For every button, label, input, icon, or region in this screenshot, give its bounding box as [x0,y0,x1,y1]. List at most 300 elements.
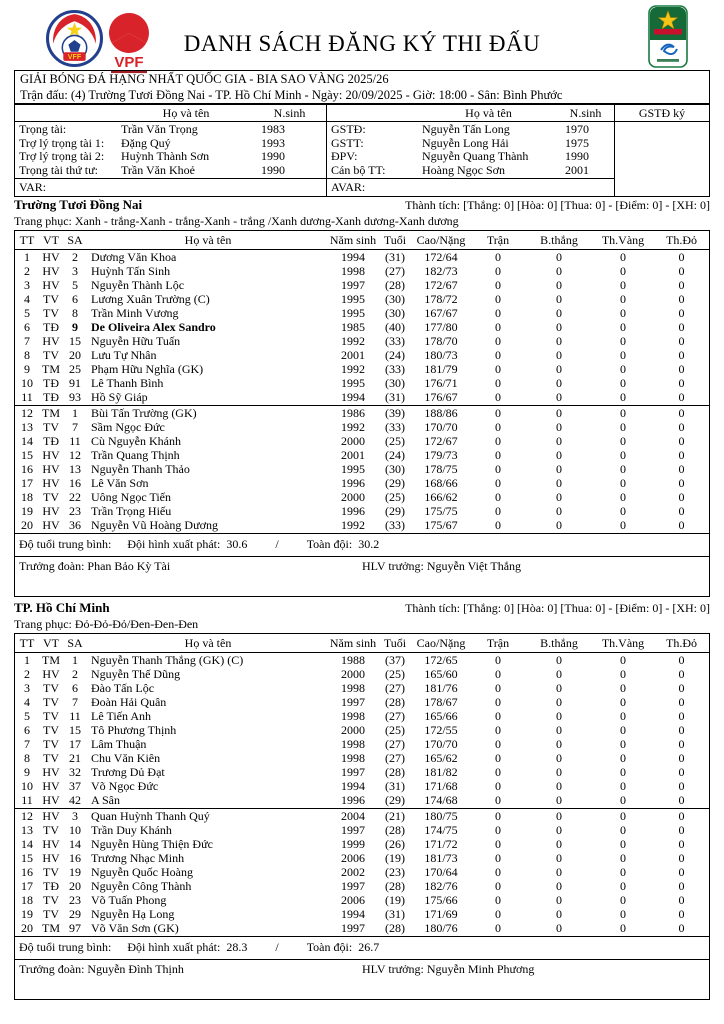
player-age: (27) [385,737,405,752]
player-row [15,278,709,292]
player-yellow-cards: 0 [620,893,626,908]
avg-total-value: 26.7 [358,940,380,955]
player-index: 3 [24,277,30,292]
player-index: 16 [21,461,33,476]
player-index: 18 [21,490,33,505]
player-position: TV [43,864,59,879]
player-birth-year: 1986 [341,405,365,420]
player-name: Nguyễn Hạ Long [91,907,175,922]
player-age: (27) [385,708,405,723]
player-matches: 0 [495,666,501,681]
officials-left-years [253,122,327,178]
official-birth-year: 1970 [565,122,589,136]
player-goals: 0 [556,348,562,363]
player-name: Lưu Tự Nhân [91,348,157,363]
player-goals: 0 [556,864,562,879]
player-name: Nguyễn Vũ Hoàng Dương [91,518,218,533]
player-red-cards: 0 [678,305,685,320]
player-height-weight: 170/70 [424,419,458,434]
player-name: De Oliveira Alex Sandro [91,320,216,335]
player-number: 21 [69,751,81,766]
player-name: Phạm Hữu Nghĩa (GK) [91,362,204,377]
team-record: Thành tích: [Thắng: 0] [Hòa: 0] [Thua: 0] - [Điểm: 0] - [XH: 0] [405,601,710,615]
player-birth-year: 1985 [341,320,365,335]
player-matches: 0 [495,723,501,738]
player-position: TM [42,652,60,667]
player-row [15,292,709,306]
player-yellow-cards: 0 [620,680,626,695]
player-height-weight: 175/75 [424,504,458,519]
official-birth-year: 1975 [565,135,589,150]
player-row [15,922,709,936]
player-number: 5 [72,277,78,292]
player-matches: 0 [495,907,501,922]
player-birth-year: 1995 [341,376,365,391]
player-name: Uông Ngọc Tiến [91,490,172,505]
player-goals: 0 [556,893,562,908]
avar-label: AVAR: [327,178,615,196]
player-number: 23 [69,893,81,908]
official-name: Đặng Quý [121,135,171,150]
player-index: 8 [24,751,30,766]
player-age: (30) [385,461,405,476]
player-red-cards: 0 [678,822,685,837]
player-matches: 0 [495,419,501,434]
player-age: (31) [385,907,405,922]
player-index: 12 [21,405,33,420]
officials-header-blank [15,105,119,122]
player-name: Trương Nhạc Minh [91,850,185,865]
player-age: (24) [385,447,405,462]
player-number: 7 [72,694,78,709]
player-birth-year: 1999 [341,836,365,851]
player-yellow-cards: 0 [620,822,626,837]
player-index: 6 [24,320,30,335]
player-age: (28) [385,921,405,936]
player-height-weight: 179/73 [424,447,458,462]
column-header-player-age: Tuổi [383,232,407,247]
player-row [15,363,709,377]
avg-start-value: 30.6 [226,537,248,552]
player-name: A Sân [91,793,121,808]
player-birth-year: 2000 [341,723,365,738]
player-red-cards: 0 [678,263,685,278]
player-row [15,752,709,766]
player-age: (25) [385,433,405,448]
official-name: Nguyễn Tấn Long [422,122,510,136]
player-position: HV [42,277,60,292]
player-position: TM [42,921,60,936]
player-index: 7 [24,737,30,752]
player-name: Nguyễn Thế Dũng [91,666,181,681]
player-position: TV [43,907,59,922]
player-name: Huỳnh Tấn Sinh [91,263,171,278]
player-birth-year: 2006 [341,893,365,908]
player-number: 7 [72,419,78,434]
player-birth-year: 1998 [341,708,365,723]
player-age: (28) [385,879,405,894]
player-age: (30) [385,305,405,320]
player-index: 7 [24,334,30,349]
player-yellow-cards: 0 [620,291,626,306]
player-yellow-cards: 0 [620,390,626,405]
player-red-cards: 0 [678,864,685,879]
player-height-weight: 170/70 [424,737,458,752]
player-row [15,448,709,462]
player-goals: 0 [556,405,562,420]
player-position: TV [43,893,59,908]
manager-name: Nguyễn Đình Thịnh [87,961,184,976]
player-matches: 0 [495,504,501,519]
player-yellow-cards: 0 [620,864,626,879]
officials-header-birth: N.sinh [253,105,327,122]
officials-table [14,104,710,197]
officials-right-roles [327,122,420,178]
officials-sign-cell [615,122,709,196]
player-yellow-cards: 0 [620,263,626,278]
player-name: Trần Quang Thịnh [91,447,180,462]
player-red-cards: 0 [678,666,685,681]
player-yellow-cards: 0 [620,320,626,335]
player-birth-year: 1995 [341,291,365,306]
player-yellow-cards: 0 [620,708,626,723]
player-birth-year: 2001 [341,447,365,462]
player-red-cards: 0 [678,447,685,462]
player-red-cards: 0 [678,708,685,723]
column-header-player-age: Tuổi [383,635,407,650]
player-row [15,264,709,278]
player-birth-year: 1997 [341,277,365,292]
player-index: 14 [21,836,33,851]
player-name: Trần Minh Vương [91,305,179,320]
player-position: TV [43,708,59,723]
player-height-weight: 165/60 [424,666,458,681]
player-yellow-cards: 0 [620,694,626,709]
manager-label: Trưởng đoàn: [19,961,85,976]
player-position: TĐ [43,376,59,391]
player-height-weight: 172/65 [424,652,458,667]
player-name: Quan Huỳnh Thanh Quý [91,808,210,823]
team-kit: Trang phục: Đỏ-Đỏ-Đỏ/Đen-Đen-Đen [14,617,199,631]
player-height-weight: 165/66 [424,708,458,723]
player-age: (21) [385,808,405,823]
official-birth-year: 1990 [261,149,285,163]
player-birth-year: 1997 [341,765,365,780]
column-header-player-birth-year: Năm sinh [329,635,377,650]
player-number: 16 [69,476,81,491]
player-index: 16 [21,864,33,879]
player-row [15,780,709,794]
player-number: 22 [69,490,81,505]
player-red-cards: 0 [678,751,685,766]
player-name: Bùi Tấn Trường (GK) [91,405,197,420]
player-goals: 0 [556,850,562,865]
player-position: TĐ [43,320,59,335]
player-name: Nguyễn Thanh Thảo [91,461,190,476]
player-index: 5 [24,708,30,723]
team-section-dong-nai [14,197,710,597]
player-position: TV [43,822,59,837]
match-details: Trận đấu: (4) Trường Tươi Đồng Nai - TP. Hồ Chí Minh - Ngày: 20/09/2025 - Giờ: 18:00 - Sân: Bình Phước [20,88,563,102]
player-matches: 0 [495,793,501,808]
player-name: Đoàn Hải Quân [91,694,167,709]
column-header-player-goals: B.thắng [540,635,578,650]
column-header-player-matches: Trận [486,635,510,650]
player-age: (27) [385,680,405,695]
official-name: Nguyễn Long Hải [422,135,509,150]
player-name: Lương Xuân Trường (C) [91,291,210,306]
player-matches: 0 [495,836,501,851]
player-birth-year: 1996 [341,504,365,519]
player-height-weight: 182/76 [424,879,458,894]
coach-label: HLV trưởng: [362,961,424,976]
player-row [15,808,709,823]
player-number: 1 [72,652,78,667]
player-row [15,320,709,334]
official-role-label: Trợ lý trọng tài 1: [19,135,105,150]
official-role-label: Trọng tài: [19,122,67,136]
league-title: GIẢI BÓNG ĐÁ HẠNG NHẤT QUỐC GIA - BIA SAO VÀNG 2025/26 [20,72,389,86]
player-number: 12 [69,447,81,462]
player-index: 1 [24,652,30,667]
column-header-player-index: TT [19,232,35,247]
player-row [15,405,709,420]
official-role-label: Trợ lý trọng tài 2: [19,149,105,163]
column-header-player-height-weight: Cao/Nặng [416,232,466,247]
player-number: 32 [69,765,81,780]
officials-header-name: Họ và tên [119,105,253,122]
player-height-weight: 181/79 [424,362,458,377]
player-matches: 0 [495,334,501,349]
player-index: 13 [21,822,33,837]
player-goals: 0 [556,390,562,405]
player-index: 20 [21,921,33,936]
player-row [15,894,709,908]
player-yellow-cards: 0 [620,751,626,766]
player-goals: 0 [556,419,562,434]
player-age: (27) [385,263,405,278]
player-birth-year: 2004 [341,808,365,823]
player-number: 15 [69,334,81,349]
player-name: Nguyễn Hữu Tuấn [91,334,181,349]
player-age: (27) [385,751,405,766]
player-red-cards: 0 [678,461,685,476]
player-number: 20 [69,879,81,894]
player-index: 11 [21,390,33,405]
player-birth-year: 1996 [341,476,365,491]
player-name: Sầm Ngọc Đức [91,419,165,434]
player-yellow-cards: 0 [620,666,626,681]
player-age: (37) [385,652,405,667]
player-number: 9 [72,320,78,335]
player-yellow-cards: 0 [620,504,626,519]
player-age: (25) [385,490,405,505]
player-birth-year: 1997 [341,694,365,709]
player-row [15,837,709,851]
player-red-cards: 0 [678,907,685,922]
player-index: 4 [24,694,30,709]
player-age: (19) [385,893,405,908]
player-row [15,709,709,723]
player-name: Lê Thanh Bình [91,376,164,391]
player-index: 11 [21,793,33,808]
player-red-cards: 0 [678,737,685,752]
avg-total-value: 30.2 [358,537,380,552]
player-red-cards: 0 [678,836,685,851]
page-title: DANH SÁCH ĐĂNG KÝ THI ĐẤU [183,31,541,56]
player-height-weight: 176/67 [424,390,458,405]
player-red-cards: 0 [678,376,685,391]
player-height-weight: 172/67 [424,277,458,292]
player-red-cards: 0 [678,277,685,292]
player-goals: 0 [556,836,562,851]
team-name: TP. Hồ Chí Minh [14,600,110,615]
player-row [15,250,709,264]
player-yellow-cards: 0 [620,249,626,264]
player-goals: 0 [556,779,562,794]
player-red-cards: 0 [678,793,685,808]
player-matches: 0 [495,348,501,363]
player-number: 8 [72,305,78,320]
player-height-weight: 181/73 [424,850,458,865]
player-position: HV [42,263,60,278]
player-position: TV [43,737,59,752]
staff-row [15,959,709,999]
official-name: Nguyễn Quang Thành [422,149,529,163]
player-height-weight: 175/67 [424,518,458,533]
player-yellow-cards: 0 [620,305,626,320]
player-matches: 0 [495,249,501,264]
player-name: Trương Dủ Đạt [91,765,165,780]
avg-separator: / [275,537,279,552]
team-record: Thành tích: [Thắng: 0] [Hòa: 0] [Thua: 0] - [Điểm: 0] - [XH: 0] [405,198,710,212]
player-row [15,823,709,837]
player-birth-year: 1998 [341,737,365,752]
player-matches: 0 [495,708,501,723]
player-height-weight: 178/75 [424,461,458,476]
player-yellow-cards: 0 [620,723,626,738]
player-row [15,377,709,391]
player-birth-year: 1998 [341,263,365,278]
official-name: Trần Văn Trọng [121,122,198,136]
player-name: Trần Trọng Hiếu [91,504,172,519]
player-birth-year: 1992 [341,362,365,377]
official-role-label: ĐPV: [331,149,358,163]
player-red-cards: 0 [678,291,685,306]
player-height-weight: 177/80 [424,320,458,335]
column-header-player-matches: Trận [486,232,510,247]
player-red-cards: 0 [678,652,685,667]
player-age: (31) [385,390,405,405]
player-number: 19 [69,864,81,879]
player-position: TV [43,751,59,766]
player-birth-year: 1994 [341,779,365,794]
player-height-weight: 168/66 [424,476,458,491]
player-red-cards: 0 [678,850,685,865]
player-matches: 0 [495,405,501,420]
avg-start-label: Đội hình xuất phát: [127,537,221,552]
player-index: 1 [24,249,30,264]
player-row [15,766,709,780]
player-name: Lê Văn Sơn [91,476,149,491]
player-position: HV [42,808,60,823]
player-name: Dương Văn Khoa [91,249,177,264]
player-red-cards: 0 [678,348,685,363]
player-height-weight: 170/64 [424,864,458,879]
player-position: HV [42,779,60,794]
player-number: 3 [72,808,78,823]
player-row [15,908,709,922]
player-name: Nguyễn Thanh Thắng (GK) (C) [91,652,244,667]
player-row [15,681,709,695]
player-height-weight: 178/70 [424,334,458,349]
player-number: 16 [69,850,81,865]
player-row [15,462,709,476]
var-label: VAR: [15,178,327,196]
player-yellow-cards: 0 [620,836,626,851]
officials-header-name-2: Họ và tên [420,105,557,122]
official-birth-year: 1993 [261,135,285,150]
player-height-weight: 174/75 [424,822,458,837]
roster-header-row [15,634,709,653]
player-index: 13 [21,419,33,434]
player-index: 2 [24,666,30,681]
player-matches: 0 [495,518,501,533]
player-height-weight: 166/62 [424,490,458,505]
player-matches: 0 [495,879,501,894]
player-yellow-cards: 0 [620,765,626,780]
player-goals: 0 [556,433,562,448]
player-index: 15 [21,850,33,865]
player-yellow-cards: 0 [620,376,626,391]
player-age: (31) [385,779,405,794]
player-position: HV [42,447,60,462]
player-birth-year: 2001 [341,348,365,363]
player-row [15,794,709,808]
player-goals: 0 [556,291,562,306]
player-red-cards: 0 [678,504,685,519]
team-section-tphcm [14,600,710,1000]
player-height-weight: 167/67 [424,305,458,320]
officials-header-birth-2: N.sinh [557,105,615,122]
player-goals: 0 [556,723,562,738]
player-position: HV [42,836,60,851]
player-age: (29) [385,476,405,491]
player-number: 13 [69,461,81,476]
player-yellow-cards: 0 [620,490,626,505]
player-number: 97 [69,921,81,936]
player-birth-year: 1997 [341,822,365,837]
player-number: 91 [69,376,81,391]
player-age: (25) [385,723,405,738]
officials-header-blank-2 [327,105,420,122]
column-header-player-red-cards: Th.Đỏ [666,635,697,650]
player-red-cards: 0 [678,518,685,533]
player-red-cards: 0 [678,723,685,738]
player-matches: 0 [495,277,501,292]
player-number: 1 [72,405,78,420]
player-index: 3 [24,680,30,695]
player-height-weight: 171/68 [424,779,458,794]
player-goals: 0 [556,504,562,519]
player-index: 5 [24,305,30,320]
player-position: TĐ [43,433,59,448]
player-number: 11 [69,433,81,448]
column-header-player-yellow-cards: Th.Vàng [601,232,645,247]
player-yellow-cards: 0 [620,879,626,894]
column-header-player-position: VT [43,232,59,247]
player-number: 37 [69,779,81,794]
